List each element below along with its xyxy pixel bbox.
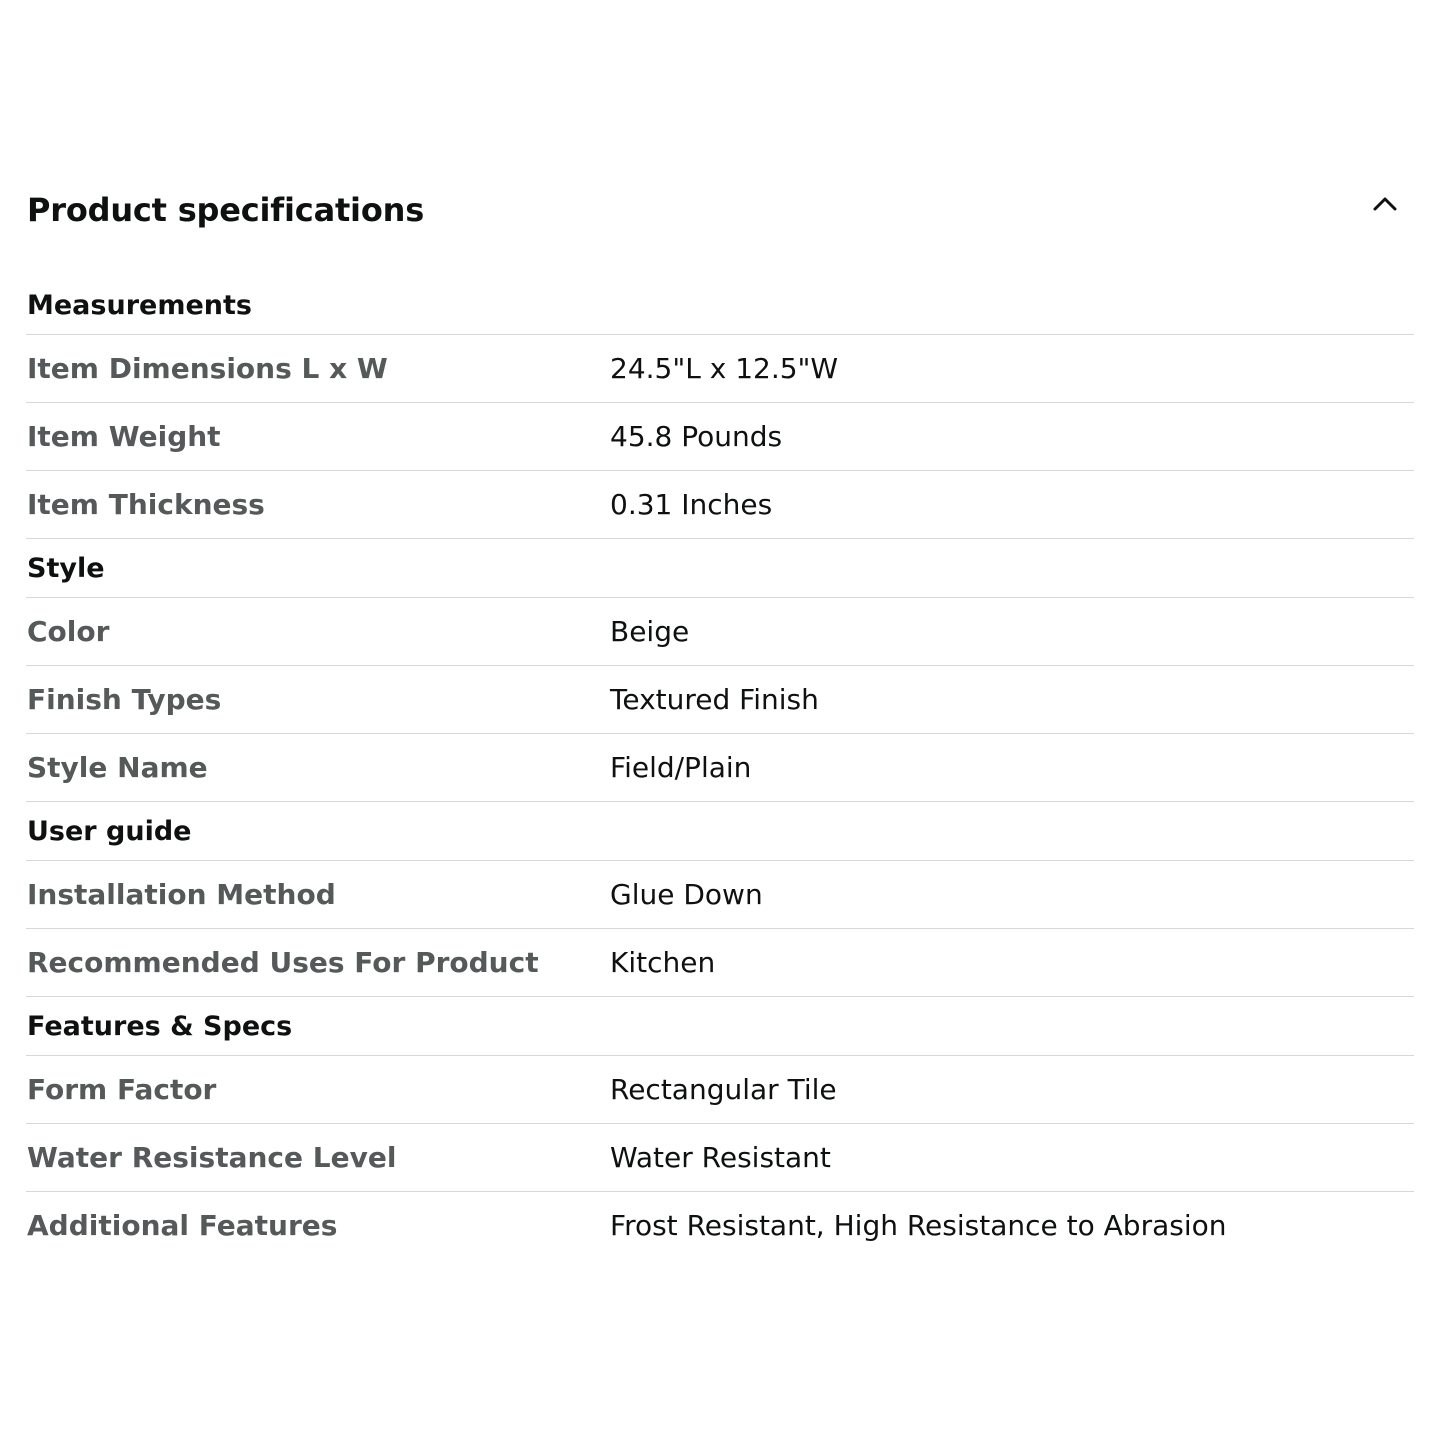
spec-value: 24.5"L x 12.5"W <box>610 352 839 385</box>
spec-value: Water Resistant <box>610 1141 831 1174</box>
spec-label: Recommended Uses For Product <box>27 946 539 979</box>
spec-value: Kitchen <box>610 946 716 979</box>
spec-value: Rectangular Tile <box>610 1073 837 1106</box>
section-features-specs <box>26 999 1414 1259</box>
spec-label: Form Factor <box>27 1073 217 1106</box>
spec-row <box>26 861 1414 929</box>
spec-row <box>26 929 1414 997</box>
section-heading: User guide <box>26 804 1414 861</box>
spec-value: Glue Down <box>610 878 763 911</box>
spec-row <box>26 598 1414 666</box>
spec-label: Item Dimensions L x W <box>27 352 388 385</box>
section-heading: Features & Specs <box>26 999 1414 1056</box>
spec-label: Item Weight <box>27 420 221 453</box>
spec-row <box>26 666 1414 734</box>
spec-label: Installation Method <box>27 878 336 911</box>
spec-value: Frost Resistant, High Resistance to Abrasion <box>610 1209 1227 1242</box>
spec-label: Style Name <box>27 751 208 784</box>
spec-value: 45.8 Pounds <box>610 420 783 453</box>
spec-row <box>26 1124 1414 1192</box>
section-style <box>26 541 1414 802</box>
spec-row <box>26 1192 1414 1259</box>
spec-label: Color <box>27 615 110 648</box>
spec-row <box>26 1056 1414 1124</box>
spec-value: 0.31 Inches <box>610 488 773 521</box>
spec-row <box>26 403 1414 471</box>
spec-value: Beige <box>610 615 690 648</box>
spec-label: Additional Features <box>27 1209 338 1242</box>
spec-label: Item Thickness <box>27 488 265 521</box>
spec-label: Finish Types <box>27 683 222 716</box>
panel-header[interactable] <box>26 170 1414 250</box>
spec-label: Water Resistance Level <box>27 1141 397 1174</box>
spec-row <box>26 335 1414 403</box>
section-user-guide <box>26 804 1414 997</box>
spec-sections <box>26 278 1414 1259</box>
spec-value: Field/Plain <box>610 751 752 784</box>
section-heading: Style <box>26 541 1414 598</box>
section-heading: Measurements <box>26 278 1414 335</box>
section-measurements <box>26 278 1414 539</box>
panel-title: Product specifications <box>27 191 425 229</box>
spec-value: Textured Finish <box>610 683 819 716</box>
product-specifications-panel <box>26 170 1414 1259</box>
spec-row <box>26 734 1414 802</box>
spec-row <box>26 471 1414 539</box>
chevron-up-icon[interactable] <box>1370 188 1400 218</box>
